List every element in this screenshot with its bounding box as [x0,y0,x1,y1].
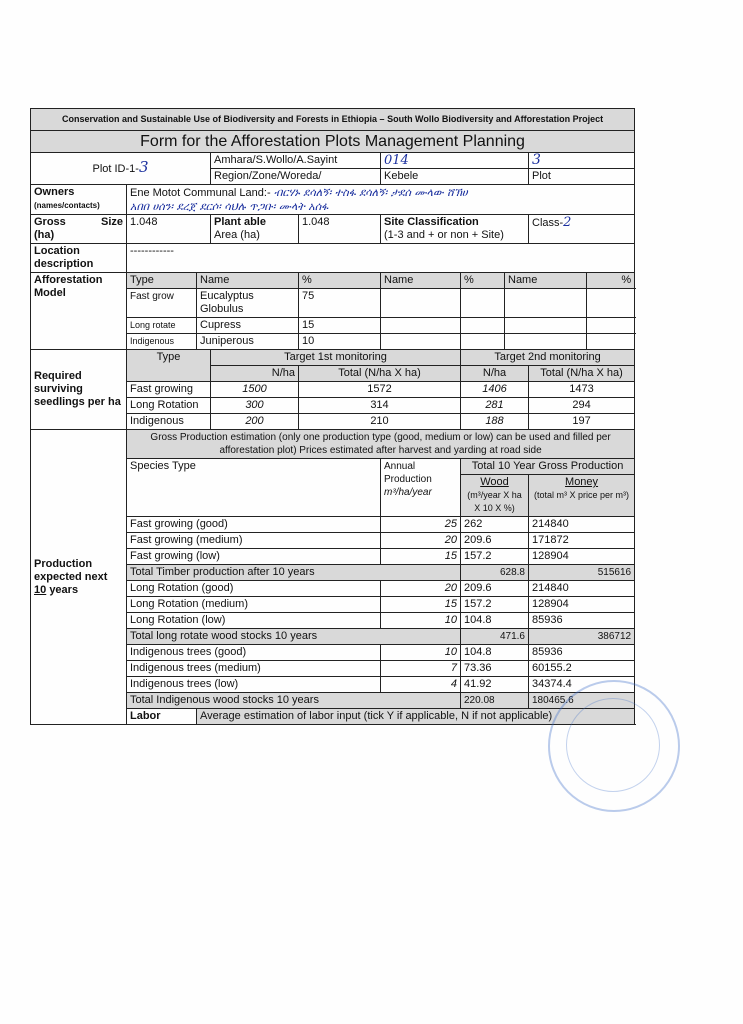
req-n1: 200 [211,414,299,430]
required-label: Required surviving seedlings per ha [31,350,127,430]
site-classification-cell [381,215,529,244]
plantable-label-b: Area (ha) [214,229,260,241]
prod-total-wood: 471.6 [461,629,529,645]
aff-type: Fast grow [127,289,197,318]
afforestation-label-b: Model [34,287,66,299]
aff-type: Indigenous [127,334,197,350]
production-label-c: 10 [34,583,47,596]
gross-value: 1.048 [127,215,211,244]
aff-species-name: Cupress [197,318,299,334]
prod-total-money: 386712 [529,629,635,645]
prod-species: Long Rotation (medium) [127,597,381,613]
site-label-a: Site Classification [384,216,479,228]
location-label-cell [31,244,127,273]
req-n2: 188 [461,414,529,430]
req-type: Long Rotation [127,398,211,414]
prod-wood: 262 [461,517,529,533]
req-type: Fast growing [127,382,211,398]
prod-species: Indigenous trees (low) [127,677,381,693]
prod-species: Long Rotation (good) [127,581,381,597]
aff-header-name-3: Name [505,273,587,289]
plot-label: Plot [529,169,635,185]
official-stamp-inner [566,698,660,792]
prod-wood: 157.2 [461,549,529,565]
gross-label-a: Gross [34,216,66,228]
production-intro: Gross Production estimation (only one production type (good, medium or low) can be used and filled per afforestation plot) Prices estimated after harvest and yarding at road side [127,430,635,459]
req-t2: 1473 [529,382,635,398]
prod-species: Fast growing (medium) [127,533,381,549]
wood-header-cell [461,475,529,517]
aff-species-pct: 15 [299,318,381,334]
plantable-label-a: Plant able [214,216,266,228]
money-subheader: (total m³ X price per m³) [534,490,630,500]
location-label-a: Location [34,245,80,257]
prod-money: 128904 [529,549,635,565]
req-t2: 197 [529,414,635,430]
prod-annual: 20 [381,581,461,597]
prod-annual: 20 [381,533,461,549]
prod-annual: 10 [381,645,461,661]
owners-handwriting-1: ብርሃኑ ደሳለኝ፡ ተስፋ ደሳለኝ፡ ታደሰ ሙላው ሸኽሀ [273,186,468,199]
prod-species: Indigenous trees (good) [127,645,381,661]
prod-annual: 4 [381,677,461,693]
class-cell [529,215,635,244]
prod-wood: 157.2 [461,597,529,613]
aff-species-pct: 10 [299,334,381,350]
aff-header-type: Type [127,273,197,289]
prod-total-wood: 628.8 [461,565,529,581]
prod-species: Long Rotation (low) [127,613,381,629]
annual-header-a: Annual [384,461,416,472]
req-type: Indigenous [127,414,211,430]
money-header-cell [529,475,635,517]
afforestation-label-a: Afforestation [34,274,103,286]
prod-money: 128904 [529,597,635,613]
prod-wood: 41.92 [461,677,529,693]
prod-wood: 104.8 [461,645,529,661]
gross-label-c: (ha) [34,229,55,241]
annual-header-cell [381,459,461,517]
region-label: Region/Zone/Woreda/ [211,169,381,185]
aff-header-name-2: Name [381,273,461,289]
req-t1: 210 [299,414,461,430]
aff-type: Long rotate [127,318,197,334]
production-label-a: Production [34,557,93,570]
prod-species: Fast growing (low) [127,549,381,565]
form-table [30,108,635,725]
req-total-1: Total (N/ha X ha) [299,366,461,382]
labor-text: Average estimation of labor input (tick Y if applicable, N if not applicable) [197,709,635,725]
req-target1-header: Target 1st monitoring [211,350,461,366]
prod-money: 85936 [529,613,635,629]
aff-header-pct-1: % [299,273,381,289]
owners-sublabel: (names/contacts) [34,201,100,210]
prod-wood: 104.8 [461,613,529,629]
project-header: Conservation and Sustainable Use of Biodiversity and Forests in Ethiopia – South Wollo Biodiversity and Afforestation Project [31,109,635,131]
production-label-b: expected next [34,570,108,583]
prod-wood: 73.36 [461,661,529,677]
prod-annual: 15 [381,549,461,565]
gross-label-cell [31,215,127,244]
location-label-b: description [34,258,94,270]
region-value: Amhara/S.Wollo/A.Sayint [211,153,381,169]
wood-subheader: (m³/year X ha X 10 X %) [467,490,522,513]
req-n2: 1406 [461,382,529,398]
aff-species-name: Eucalyptus Globulus [197,289,299,318]
req-target2-header: Target 2nd monitoring [461,350,635,366]
class-label: Class- [532,217,564,229]
req-nha-2: N/ha [461,366,529,382]
kebele-value: 014 [381,153,529,169]
prod-total-money: 180465.6 [529,693,635,709]
req-nha-1: N/ha [211,366,299,382]
owners-label-cell [31,185,127,215]
prod-total-label: Total long rotate wood stocks 10 years [127,629,461,645]
afforestation-label-cell [31,273,127,350]
plantable-value: 1.048 [299,215,381,244]
wood-header: Wood [480,476,509,488]
req-n1: 1500 [211,382,299,398]
gross-label-b: Size [100,216,123,228]
prod-money: 214840 [529,517,635,533]
production-label-d: years [49,583,79,596]
prod-annual: 10 [381,613,461,629]
production-label-cell [31,430,127,725]
location-value: ------------ [127,244,635,273]
form-title: Form for the Afforestation Plots Management Planning [31,131,635,153]
annual-header-c: m³/ha/year [384,487,432,498]
prod-total-label: Total Indigenous wood stocks 10 years [127,693,461,709]
prod-money: 171872 [529,533,635,549]
plot-id-label: Plot ID-1- [92,163,139,175]
req-t2: 294 [529,398,635,414]
aff-species-name: Juniperous [197,334,299,350]
req-t1: 1572 [299,382,461,398]
owners-text: Ene Motot Communal Land:- [130,187,271,199]
req-n2: 281 [461,398,529,414]
kebele-label: Kebele [381,169,529,185]
species-type-header: Species Type [127,459,381,517]
class-value: 2 [563,215,572,230]
req-total-2: Total (N/ha X ha) [529,366,635,382]
prod-money: 34374.4 [529,677,635,693]
money-header: Money [565,476,599,488]
total-10-year-header: Total 10 Year Gross Production [461,459,635,475]
prod-total-label: Total Timber production after 10 years [127,565,461,581]
prod-total-wood: 220.08 [461,693,529,709]
prod-money: 214840 [529,581,635,597]
plot-id-value: 3 [138,158,149,176]
prod-money: 85936 [529,645,635,661]
plot-value: 3 [529,153,635,169]
prod-annual: 7 [381,661,461,677]
prod-total-money: 515616 [529,565,635,581]
afforestation-form [30,108,634,725]
prod-species: Fast growing (good) [127,517,381,533]
owners-label: Owners [34,186,75,198]
req-t1: 314 [299,398,461,414]
plot-id-cell [31,153,211,185]
req-n1: 300 [211,398,299,414]
prod-money: 60155.2 [529,661,635,677]
aff-header-pct-2: % [461,273,505,289]
site-label-b: (1-3 and + or non + Site) [384,229,504,241]
labor-label: Labor [127,709,197,725]
prod-annual: 15 [381,597,461,613]
plantable-label-cell [211,215,299,244]
prod-wood: 209.6 [461,581,529,597]
req-type-header: Type [127,350,211,382]
aff-header-name-1: Name [197,273,299,289]
aff-species-pct: 75 [299,289,381,318]
prod-species: Indigenous trees (medium) [127,661,381,677]
aff-header-pct-3: % [587,273,635,289]
owners-value-cell [127,185,635,215]
annual-header-b: Production [384,474,432,485]
prod-wood: 209.6 [461,533,529,549]
prod-annual: 25 [381,517,461,533]
owners-handwriting-2: አበበ ሀሰን፡ ደረጀ ደርሶ፡ ሳህሉ ጥጋቡ፡ ሙላት አሰፋ [130,200,329,213]
